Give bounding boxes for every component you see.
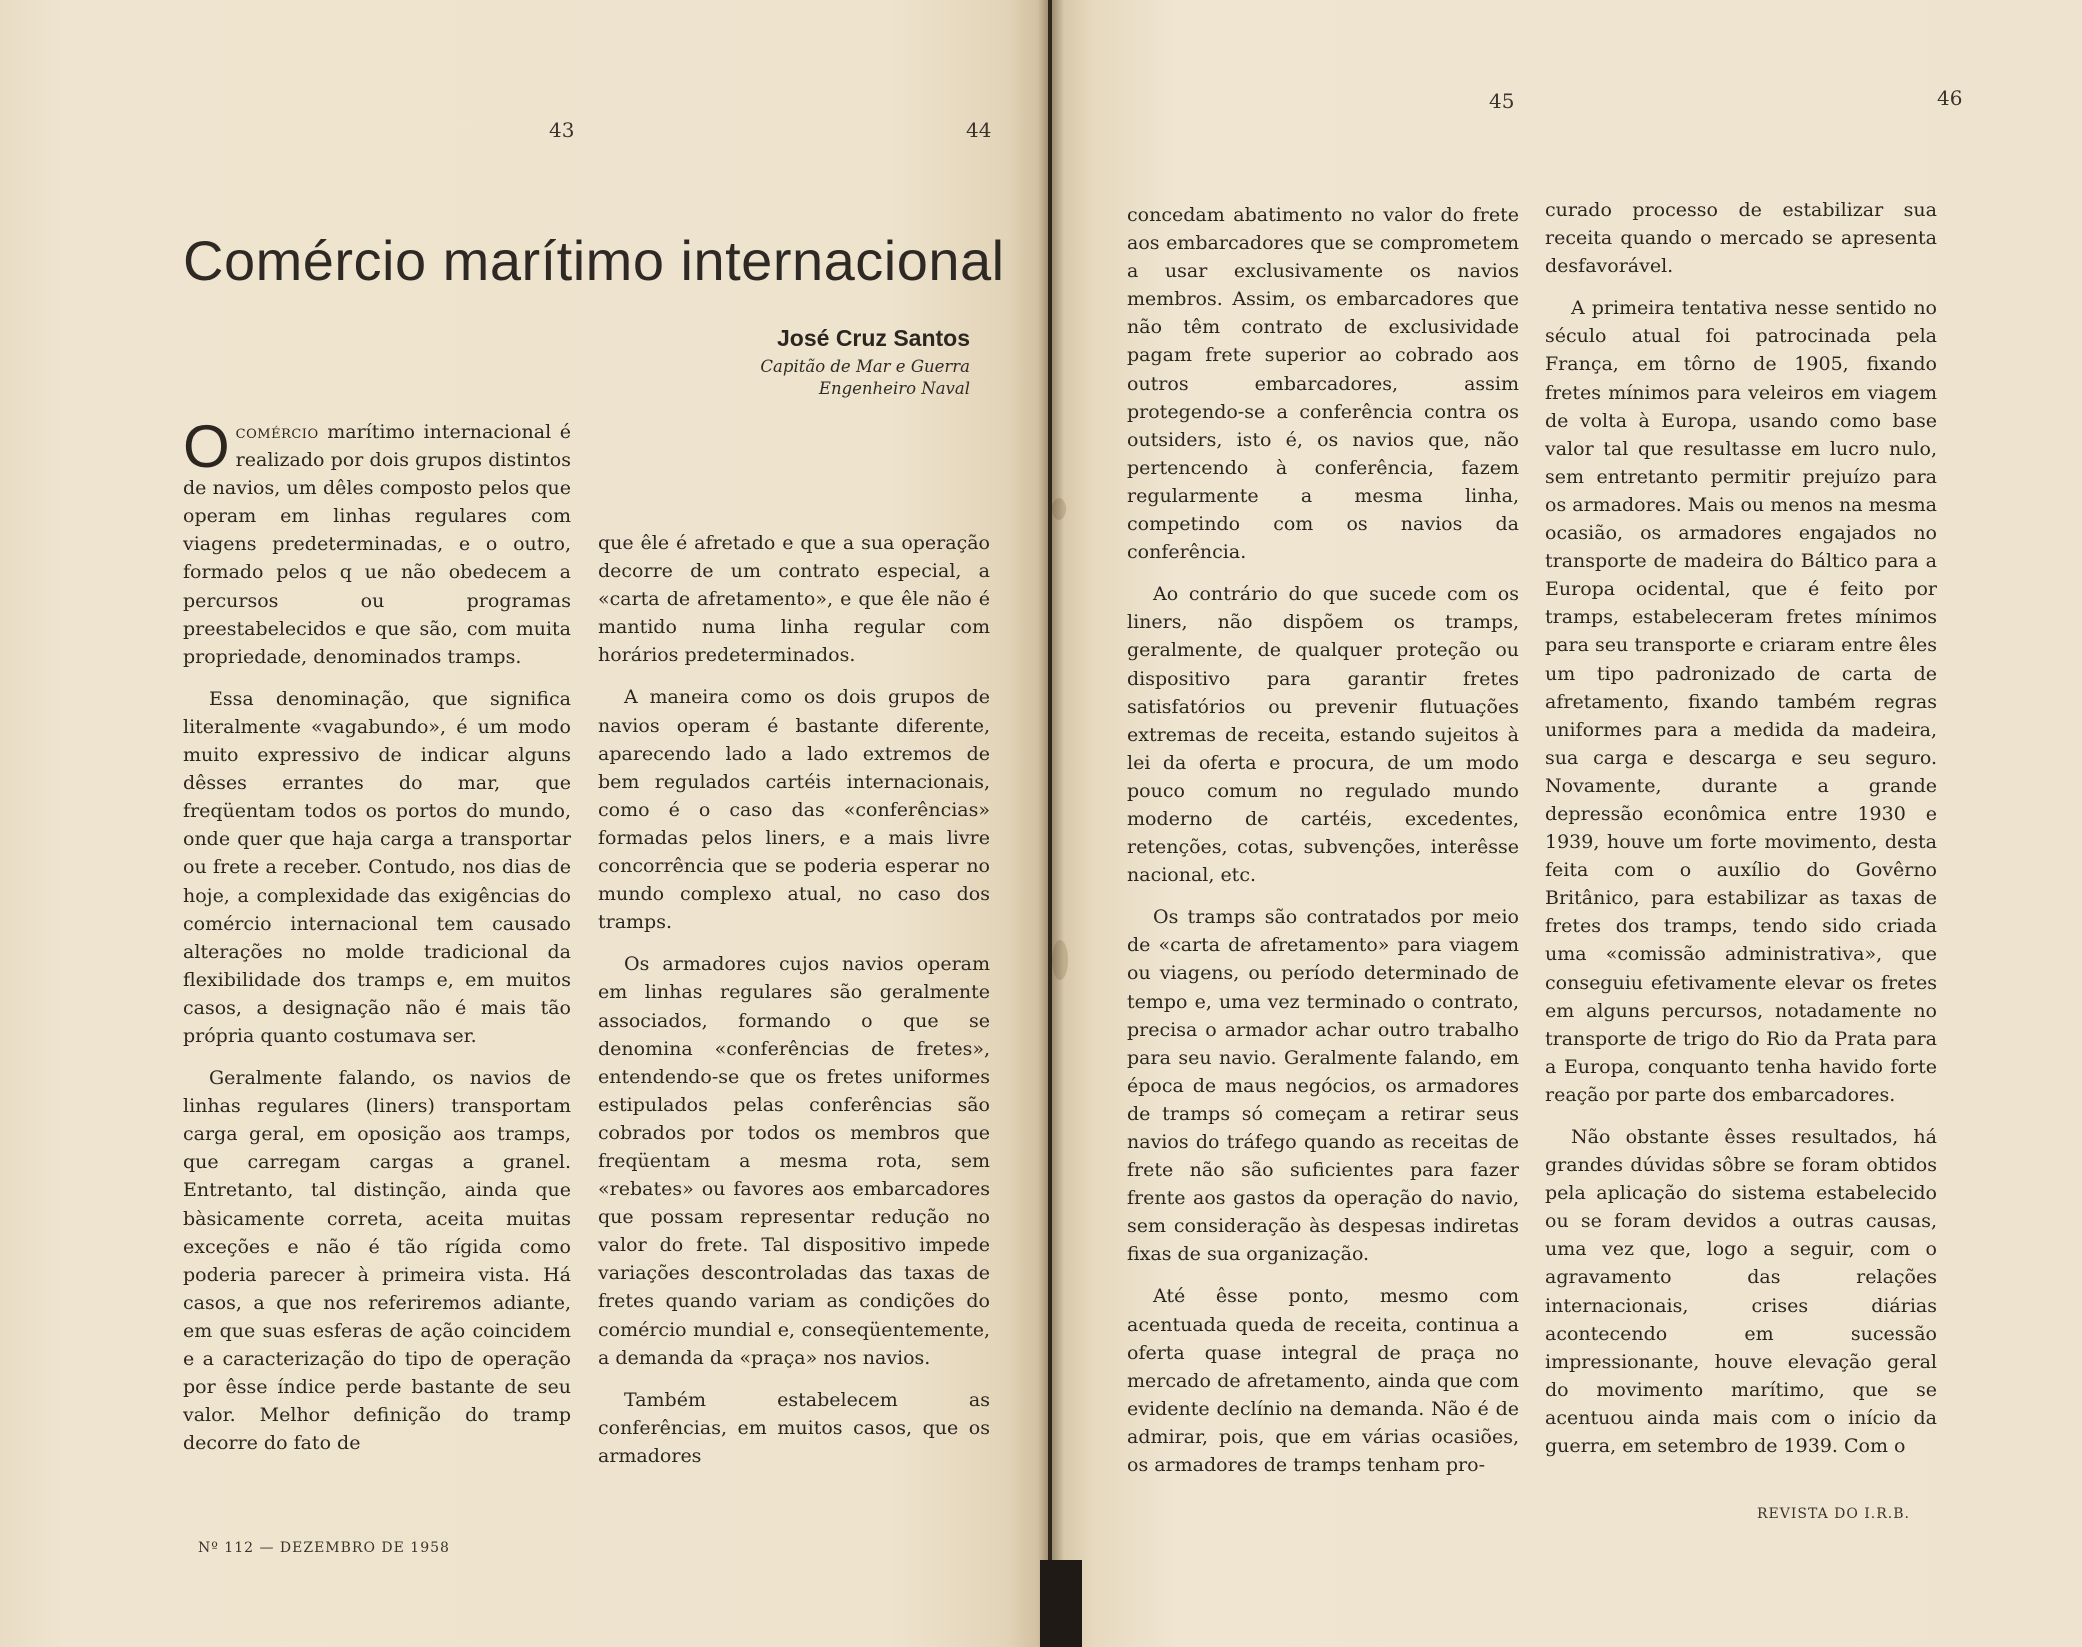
paragraph: Geralmente falando, os navios de linhas regulares (liners) transportam carga geral, em oposição aos tramps, que carregam cargas a granel. Entretanto, tal distinção, ainda que bàsicamente correta, aceita muitas exceções e não é tão rígida como poderia parecer à primeira vista. Há casos, a que nos referiremos adiante, em que suas esferas de ação coincidem e a caracterização do tipo de operação por êsse índice perde bastante de seu valor. Melhor definição do tramp decorre do fato de	[183, 1067, 571, 1455]
paragraph: Também estabelecem as conferências, em muitos casos, que os armadores	[598, 1388, 990, 1467]
paragraph	[183, 413, 571, 671]
book-gutter	[1038, 0, 1064, 1647]
book-binding	[1040, 1560, 1082, 1647]
author-role-2: Engenheiro Naval	[818, 379, 970, 398]
paragraph: A primeira tentativa nesse sentido no século atual foi patrocinada pela França, em tôrno de 1905, fixando fretes mínimos para veleiros em viagem de volta à Europa, usando como base valor tal que resultasse em lucro nulo, sem entretanto permitir prejuízo para os armadores. Mais ou menos na mesma ocasião, os armadores engajados no transporte de madeira do Báltico para a Europa ocidental, que é feito por tramps, estabeleceram fretes mínimos para seu transporte e criaram entre êles um tipo padronizado de carta de afretamento, fixando também regras uniformes para a medida da madeira, sua carga e descarga e seu seguro. Novamente, durante a grande depressão econômica entre 1930 e 1939, houve um forte movimento, desta feita com o auxílio do Govêrno Britânico, para estabilizar as taxas de fretes dos tramps, tendo sido criada uma «comissão administrativa», que conseguiu efetivamente elevar os fretes em alguns percursos, notadamente no transporte de trigo do Rio da Prata para a Europa, conquanto tenha havido forte reação por parte dos embarcadores.	[1545, 297, 1937, 1106]
text-column-1	[183, 413, 571, 1457]
author-name: José Cruz Santos	[777, 325, 970, 351]
paragraph: Essa denominação, que significa literalmente «vagabundo», é um modo muito expressivo de indicar alguns dêsses errantes do mar, que freqüentam todos os portos do mundo, onde quer que haja carga a transportar ou frete a receber. Contudo, nos dias de hoje, a complexidade das exigências do comércio internacional tem causado alterações no molde tradicional da flexibilidade dos tramps e, em muitos casos, a designação não é mais tão própria quanto costumava ser.	[183, 687, 571, 1047]
paragraph: A maneira como os dois grupos de navios operam é bastante diferente, aparecendo lado a lado extremos de bem regulados cartéis internacionais, como é o caso das «conferências» formadas pelos liners, e a mais livre concorrência que se poderia esperar no mundo complexo atual, no caso dos tramps.	[598, 686, 990, 934]
author-role-1: Capitão de Mar e Guerra	[760, 357, 970, 376]
paragraph: Ao contrário do que sucede com os liners, não dispõem os tramps, geralmente, de qualquer proteção ou dispositivo para garantir fretes satisfatórios ou prevenir flutuações extremas de receita, estando sujeitos à lei da oferta e procura, de um modo pouco comum no regulado mundo moderno de cartéis, excedentes, retenções, cotas, subvenções, interêsse nacional, etc.	[1127, 583, 1519, 887]
article-title: Comércio marítimo internacional	[183, 229, 1005, 292]
text-column-2	[598, 529, 990, 1470]
drop-cap: O	[183, 413, 230, 480]
paragraph: curado processo de estabilizar sua receita quando o mercado se apresenta desfavorável.	[1545, 199, 1937, 278]
paragraph: Os tramps são contratados por meio de «carta de afretamento» para viagem ou viagens, ou período determinado de tempo e, uma vez terminado o contrato, precisa o armador achar outro trabalho para seu navio. Geralmente falando, em época de maus negócios, os armadores de tramps só começam a retirar seus navios do tráfego quando as receitas de frete não são suficientes para fazer frente aos gastos da operação do navio, sem consideração às despesas indiretas fixas de sua organização.	[1127, 906, 1519, 1266]
paragraph: Não obstante êsses resultados, há grandes dúvidas sôbre se foram obtidos pela aplicação do sistema estabelecido ou se foram devidos a outras causas, uma vez que, logo a seguir, com o agravamento das relações internacionais, crises diárias acontecendo em sucessão impressionante, houve elevação geral do movimento marítimo, que se acentuou ainda mais com o início da guerra, em setembro de 1939. Com o	[1545, 1126, 1937, 1458]
page-number-44: 44	[966, 118, 992, 142]
page-number-46: 46	[1937, 86, 1963, 110]
page-number-43: 43	[549, 118, 575, 142]
paragraph: que êle é afretado e que a sua operação decorre de um contrato especial, a «carta de afretamento», e que êle não é mantido numa linha regular com horários predeterminados.	[598, 532, 990, 667]
paragraph-text: marítimo internacional é realizado por dois grupos distintos de navios, um dêles composto pelos que operam em linhas regulares com viagens predeterminadas, e o outro, formado pelos q ue não obedecem a percursos ou programas preestabelecidos e que são, com muita propriedade, denominados tramps.	[183, 421, 571, 668]
right-page	[1052, 0, 2082, 1647]
author-block	[700, 325, 970, 400]
issue-footer: Nº 112 — DEZEMBRO DE 1958	[198, 1540, 450, 1556]
paragraph: Os armadores cujos navios operam em linhas regulares são geralmente associados, formando o que se denomina «conferências de fretes», entendendo-se que os fretes uniformes estipulados pelas conferências são cobrados por todos os membros que freqüentam a mesma rota, sem «rebates» ou favores aos embarcadores que possam representar redução no valor do frete. Tal dispositivo impede variações descontroladas das taxas de fretes quando variam as condições do comércio mundial e, conseqüentemente, a demanda da «praça» nos navios.	[598, 953, 990, 1369]
small-caps-word: comércio	[235, 421, 319, 443]
journal-footer: REVISTA DO I.R.B.	[1757, 1506, 1910, 1522]
text-column-4	[1545, 196, 1937, 1460]
text-column-3	[1127, 201, 1519, 1479]
paragraph: concedam abatimento no valor do frete aos embarcadores que se comprometem a usar exclusivamente os navios membros. Assim, os embarcadores que não têm contrato de exclusividade pagam frete superior ao cobrado aos outros embarcadores, assim protegendo-se a conferência contra os outsiders, isto é, os navios que, não pertencendo à conferência, fazem regularmente a mesma linha, competindo com os navios da conferência.	[1127, 204, 1519, 564]
paragraph: Até êsse ponto, mesmo com acentuada queda de receita, continua a oferta quase integral de praça no mercado de afretamento, ainda que com evidente declínio na demanda. Não é de admirar, pois, que em várias ocasiões, os armadores de tramps tenham pro-	[1127, 1285, 1519, 1477]
page-number-45: 45	[1489, 89, 1515, 113]
